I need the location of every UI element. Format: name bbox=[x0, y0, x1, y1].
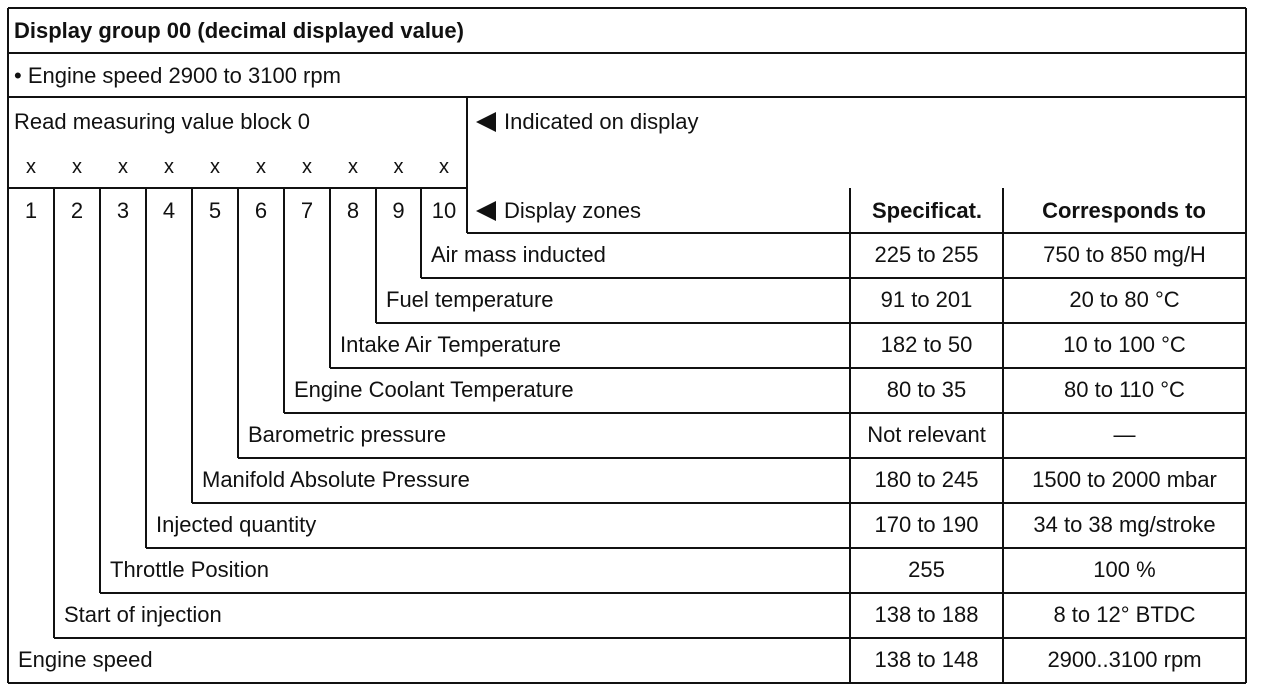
row-corresponds: 750 to 850 mg/H bbox=[1043, 242, 1206, 267]
row-spec: 138 to 188 bbox=[874, 602, 979, 627]
x-mark: x bbox=[210, 156, 220, 178]
row-corresponds: 8 to 12° BTDC bbox=[1053, 602, 1196, 627]
x-mark: x bbox=[439, 156, 449, 178]
condition-note: • Engine speed 2900 to 3100 rpm bbox=[14, 63, 341, 88]
row-corresponds: 34 to 38 mg/stroke bbox=[1033, 512, 1216, 537]
display-zones-label bbox=[476, 200, 641, 222]
row-label: Air mass inducted bbox=[431, 242, 606, 267]
row-spec: 80 to 35 bbox=[886, 377, 967, 402]
x-mark: x bbox=[256, 156, 266, 178]
indicated-label bbox=[476, 111, 698, 133]
read-block-label: Read measuring value block 0 bbox=[14, 109, 310, 134]
row-spec: 225 to 255 bbox=[874, 242, 979, 267]
row-label: Engine speed bbox=[18, 647, 153, 672]
x-mark: x bbox=[393, 156, 404, 178]
zone-number: 1 bbox=[24, 198, 38, 223]
x-mark: x bbox=[72, 156, 82, 178]
row-corresponds: 10 to 100 °C bbox=[1063, 332, 1186, 357]
row-label: Intake Air Temperature bbox=[340, 332, 561, 357]
row-label: Manifold Absolute Pressure bbox=[202, 467, 470, 492]
row-label: Start of injection bbox=[64, 602, 222, 627]
indicated-text: Indicated on display bbox=[504, 109, 699, 134]
row-corresponds: 20 to 80 °C bbox=[1069, 287, 1180, 312]
row-spec: Not relevant bbox=[867, 422, 986, 447]
zone-number: 7 bbox=[300, 198, 314, 223]
header-corresponds: Corresponds to bbox=[1042, 198, 1206, 223]
row-label: Throttle Position bbox=[110, 557, 269, 582]
zone-number: 9 bbox=[392, 198, 405, 223]
zone-number: 8 bbox=[346, 198, 360, 223]
zone-number: 6 bbox=[254, 198, 268, 223]
header-spec: Specificat. bbox=[871, 198, 983, 223]
row-spec: 170 to 190 bbox=[874, 512, 979, 537]
x-mark: x bbox=[26, 156, 36, 178]
row-corresponds: 1500 to 2000 mbar bbox=[1032, 467, 1217, 492]
x-mark: x bbox=[164, 156, 174, 178]
row-spec: 182 to 50 bbox=[880, 332, 973, 357]
zone-number: 2 bbox=[70, 198, 84, 223]
zone-number: 10 bbox=[431, 198, 457, 223]
row-corresponds: — bbox=[1113, 422, 1136, 447]
row-spec: 255 bbox=[908, 557, 945, 582]
x-mark: x bbox=[302, 156, 312, 178]
row-corresponds: 2900..3100 rpm bbox=[1047, 647, 1202, 672]
zone-number: 5 bbox=[208, 198, 222, 223]
row-label: Injected quantity bbox=[156, 512, 317, 537]
x-mark: x bbox=[348, 156, 358, 178]
row-spec: 138 to 148 bbox=[874, 647, 979, 672]
row-corresponds: 80 to 110 °C bbox=[1064, 377, 1185, 402]
row-label: Barometric pressure bbox=[248, 422, 447, 447]
page-title: Display group 00 (decimal displayed value) bbox=[14, 18, 464, 43]
zone-number: 4 bbox=[162, 198, 176, 223]
arrow-left-icon bbox=[476, 112, 496, 132]
row-label: Fuel temperature bbox=[386, 287, 554, 312]
x-mark: x bbox=[118, 156, 128, 178]
row-label: Engine Coolant Temperature bbox=[294, 377, 574, 402]
arrow-left-icon bbox=[476, 201, 496, 221]
row-spec: 180 to 245 bbox=[874, 467, 979, 492]
row-spec: 91 to 201 bbox=[880, 287, 973, 312]
display-zones-text: Display zones bbox=[504, 198, 641, 223]
zone-number: 3 bbox=[116, 198, 130, 223]
row-corresponds: 100 % bbox=[1093, 557, 1156, 582]
